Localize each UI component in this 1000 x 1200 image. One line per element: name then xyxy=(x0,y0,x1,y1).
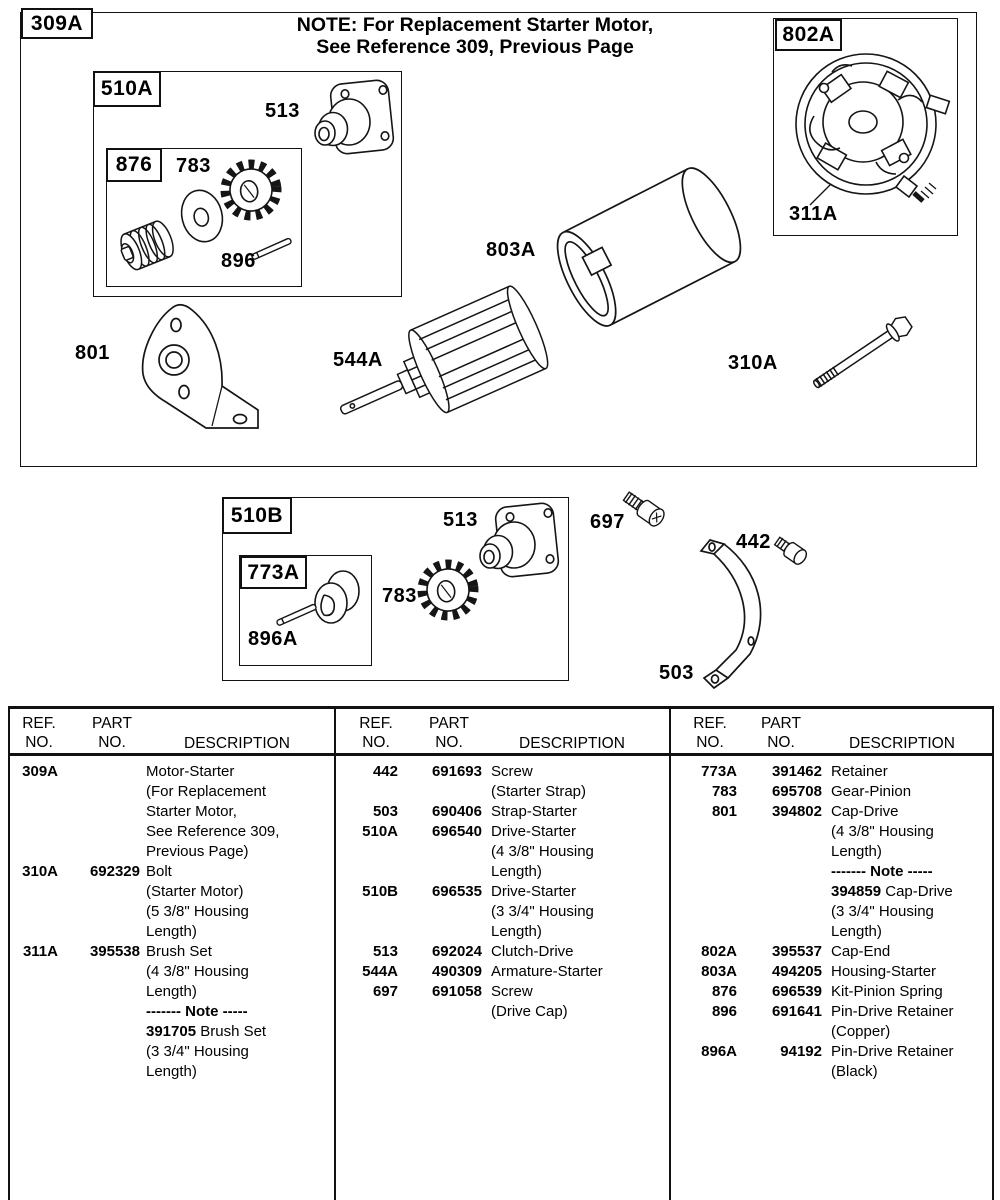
table-row xyxy=(336,962,669,982)
description-text: (3 3/4" Housing xyxy=(491,903,594,920)
header-ref-no xyxy=(10,714,68,753)
description-text: (4 3/8" Housing xyxy=(146,963,249,980)
description-cell xyxy=(822,762,992,782)
description-cell xyxy=(140,1002,334,1022)
table-row xyxy=(336,942,669,962)
part-no-cell xyxy=(58,1062,140,1082)
table-row xyxy=(336,802,669,822)
ref-label-801: 801 xyxy=(75,342,110,364)
header-part-no xyxy=(68,714,156,753)
ref-label-896: 896 xyxy=(221,250,256,272)
header-part-no xyxy=(416,714,482,753)
table-header xyxy=(10,709,334,753)
table-row xyxy=(10,862,334,882)
header-part-no xyxy=(749,714,813,753)
table-row xyxy=(671,882,992,902)
ref-no-cell xyxy=(671,882,737,902)
ref-no-cell xyxy=(10,962,58,982)
table-row xyxy=(10,1062,334,1082)
ref-label-310A: 310A xyxy=(728,352,778,374)
ref-label-510B: 510B xyxy=(222,497,292,534)
table-row xyxy=(336,822,669,842)
description-cell xyxy=(822,982,992,1002)
table-column-2 xyxy=(336,709,669,1200)
description-cell xyxy=(482,762,669,782)
description-cell xyxy=(140,982,334,1002)
description-text: Armature-Starter xyxy=(491,963,603,980)
ref-no-cell: 311A xyxy=(22,943,58,960)
part-no-cell xyxy=(58,762,140,782)
ref-no-cell xyxy=(10,982,58,1002)
description-text: (4 3/8" Housing xyxy=(831,823,934,840)
ref-label-442: 442 xyxy=(736,531,771,553)
table-row xyxy=(336,922,669,942)
description-cell xyxy=(140,822,334,842)
table-row xyxy=(10,822,334,842)
header-no: NO. xyxy=(435,734,463,751)
ref-label-697: 697 xyxy=(590,511,625,533)
ref-no-cell: 773A xyxy=(701,763,737,780)
description-cell xyxy=(482,882,669,902)
description-text: Kit-Pinion Spring xyxy=(831,983,943,1000)
description-cell xyxy=(822,902,992,922)
description-bold: ------- Note ----- xyxy=(146,1003,248,1020)
ref-no-cell: 803A xyxy=(701,963,737,980)
table-row xyxy=(671,962,992,982)
parts-table xyxy=(8,706,994,1200)
ref-no-cell: 442 xyxy=(372,763,398,780)
note-line-2: See Reference 309, Previous Page xyxy=(316,36,634,58)
ref-label-876: 876 xyxy=(106,148,162,182)
table-row xyxy=(671,802,992,822)
description-cell xyxy=(822,922,992,942)
ref-no-cell xyxy=(10,822,58,842)
description-text: Cap-Drive xyxy=(881,883,953,900)
ref-no-cell xyxy=(336,862,398,882)
part-no-cell xyxy=(737,862,822,882)
part-no-cell xyxy=(737,822,822,842)
description-cell xyxy=(140,762,334,782)
description-text: Housing-Starter xyxy=(831,963,937,980)
part-no-cell: 696539 xyxy=(771,983,822,1000)
ref-no-cell xyxy=(10,802,58,822)
part-no-cell xyxy=(58,902,140,922)
header-ref: REF. xyxy=(359,715,393,732)
description-text: Length) xyxy=(831,923,882,940)
description-cell xyxy=(140,942,334,962)
table-header xyxy=(671,709,992,753)
ref-no-cell xyxy=(671,822,737,842)
ref-label-503: 503 xyxy=(659,662,694,684)
description-cell xyxy=(482,1002,669,1022)
cap-end-802a-drawing xyxy=(780,36,952,226)
description-cell xyxy=(140,802,334,822)
header-description: DESCRIPTION xyxy=(184,735,290,752)
ref-no-cell xyxy=(10,882,58,902)
part-no-cell: 696535 xyxy=(431,883,482,900)
ref-no-cell: 544A xyxy=(362,963,398,980)
ref-label-773A: 773A xyxy=(240,556,307,589)
description-cell xyxy=(822,962,992,982)
description-cell xyxy=(140,962,334,982)
table-row xyxy=(10,902,334,922)
ref-no-cell xyxy=(10,1062,58,1082)
part-no-cell xyxy=(58,802,140,822)
part-no-cell: 490309 xyxy=(431,963,482,980)
table-row xyxy=(671,982,992,1002)
part-no-cell xyxy=(58,922,140,942)
ref-no-cell xyxy=(671,1022,737,1042)
description-cell xyxy=(140,922,334,942)
table-header xyxy=(336,709,669,753)
part-no-cell xyxy=(58,982,140,1002)
description-text: Screw xyxy=(491,763,533,780)
table-row xyxy=(671,1002,992,1022)
table-row xyxy=(671,1062,992,1082)
part-no-cell xyxy=(58,782,140,802)
table-row xyxy=(671,942,992,962)
ref-no-cell xyxy=(10,1002,58,1022)
part-no-cell: 391462 xyxy=(771,763,822,780)
description-text: Length) xyxy=(146,1063,197,1080)
description-cell xyxy=(822,782,992,802)
kit-pinion-spring-876-drawing xyxy=(108,208,188,282)
ref-no-cell xyxy=(671,862,737,882)
ref-no-cell xyxy=(10,902,58,922)
ref-label-803A: 803A xyxy=(486,239,536,261)
part-no-cell: 695708 xyxy=(771,783,822,800)
header-ref-no xyxy=(671,714,749,753)
description-text: (Drive Cap) xyxy=(491,1003,568,1020)
part-no-cell: 691693 xyxy=(431,763,482,780)
header-no: NO. xyxy=(98,734,126,751)
header-ref-no xyxy=(336,714,416,753)
description-cell xyxy=(822,882,992,902)
table-row xyxy=(10,1042,334,1062)
ref-no-cell xyxy=(671,902,737,922)
table-row xyxy=(10,762,334,782)
part-no-cell xyxy=(58,1002,140,1022)
ref-no-cell: 876 xyxy=(711,983,737,1000)
part-no-cell xyxy=(737,1062,822,1082)
header-part: PART xyxy=(761,715,801,732)
cap-drive-801-drawing xyxy=(116,298,284,446)
description-text: Starter Motor, xyxy=(146,803,237,820)
description-text: Clutch-Drive xyxy=(491,943,574,960)
header-description: DESCRIPTION xyxy=(849,735,955,752)
description-cell xyxy=(482,902,669,922)
table-row xyxy=(671,822,992,842)
ref-no-cell: 310A xyxy=(22,863,58,880)
ref-no-cell xyxy=(336,1002,398,1022)
ref-label-896A: 896A xyxy=(248,628,298,650)
ref-no-cell: 510B xyxy=(362,883,398,900)
table-row xyxy=(671,782,992,802)
description-bold: 391705 xyxy=(146,1023,197,1040)
part-no-cell: 691058 xyxy=(431,983,482,1000)
table-row xyxy=(336,982,669,1002)
description-text: (For Replacement xyxy=(146,783,267,800)
table-row xyxy=(671,922,992,942)
header-ref: REF. xyxy=(693,715,727,732)
ref-no-cell xyxy=(10,922,58,942)
table-row xyxy=(10,802,334,822)
table-row xyxy=(671,902,992,922)
description-text: Length) xyxy=(831,843,882,860)
table-row xyxy=(336,842,669,862)
description-cell xyxy=(822,1042,992,1062)
header-part: PART xyxy=(429,715,469,732)
description-text: (3 3/4" Housing xyxy=(831,903,934,920)
ref-no-cell xyxy=(10,782,58,802)
table-row xyxy=(336,782,669,802)
part-no-cell xyxy=(58,882,140,902)
description-text: Gear-Pinion xyxy=(831,783,912,800)
ref-label-510A: 510A xyxy=(93,71,161,107)
header-no: NO. xyxy=(362,734,390,751)
table-row xyxy=(671,1042,992,1062)
ref-label-783-top: 783 xyxy=(176,155,211,177)
part-no-cell: 691641 xyxy=(771,1003,822,1020)
ref-label-513-mid: 513 xyxy=(443,509,478,531)
description-text: Previous Page) xyxy=(146,843,249,860)
table-row xyxy=(336,902,669,922)
description-text: Length) xyxy=(146,923,197,940)
description-cell xyxy=(482,822,669,842)
description-cell xyxy=(482,942,669,962)
description-cell xyxy=(822,942,992,962)
part-no-cell xyxy=(58,822,140,842)
description-text: Strap-Starter xyxy=(491,803,577,820)
table-row xyxy=(336,882,669,902)
ref-no-cell: 513 xyxy=(372,943,398,960)
ref-no-cell: 802A xyxy=(701,943,737,960)
description-text: (Starter Motor) xyxy=(146,883,244,900)
description-text: Screw xyxy=(491,983,533,1000)
table-row xyxy=(10,882,334,902)
description-bold: ------- Note ----- xyxy=(831,863,933,880)
ref-no-cell: 503 xyxy=(372,803,398,820)
replacement-note xyxy=(230,14,720,58)
table-column-1 xyxy=(10,709,334,1200)
table-row xyxy=(10,962,334,982)
part-no-cell xyxy=(737,842,822,862)
ref-no-cell xyxy=(336,922,398,942)
description-cell xyxy=(140,782,334,802)
ref-label-802A: 802A xyxy=(775,19,842,51)
description-cell xyxy=(822,1062,992,1082)
description-cell xyxy=(140,1062,334,1082)
header-description: DESCRIPTION xyxy=(519,735,625,752)
ref-no-cell xyxy=(10,1022,58,1042)
ref-no-cell xyxy=(336,902,398,922)
description-cell xyxy=(140,1042,334,1062)
description-text: (Black) xyxy=(831,1063,878,1080)
ref-no-cell: 801 xyxy=(711,803,737,820)
part-no-cell xyxy=(737,882,822,902)
part-no-cell: 94192 xyxy=(780,1043,822,1060)
description-cell xyxy=(482,862,669,882)
description-text: Drive-Starter xyxy=(491,823,577,840)
table-row xyxy=(10,982,334,1002)
header-no: NO. xyxy=(767,734,795,751)
description-cell xyxy=(822,802,992,822)
ref-label-513-top: 513 xyxy=(265,100,300,122)
description-text: See Reference 309, xyxy=(146,823,280,840)
description-text: Retainer xyxy=(831,763,888,780)
description-text: Length) xyxy=(491,863,542,880)
part-no-cell: 692329 xyxy=(89,863,140,880)
description-text: Bolt xyxy=(146,863,172,880)
part-no-cell: 494205 xyxy=(771,963,822,980)
ref-no-cell xyxy=(671,842,737,862)
note-line-1: NOTE: For Replacement Starter Motor, xyxy=(296,14,654,36)
part-no-cell: 395537 xyxy=(771,943,822,960)
part-no-cell xyxy=(58,1042,140,1062)
clutch-drive-513-top-drawing xyxy=(297,74,397,168)
table-row xyxy=(10,1002,334,1022)
description-text: Brush Set xyxy=(196,1023,267,1040)
part-no-cell: 394802 xyxy=(771,803,822,820)
description-cell xyxy=(140,882,334,902)
ref-no-cell: 309A xyxy=(22,763,58,780)
description-cell xyxy=(482,962,669,982)
part-no-cell xyxy=(398,922,482,942)
description-text: (Starter Strap) xyxy=(491,783,587,800)
description-cell xyxy=(482,922,669,942)
table-row xyxy=(10,842,334,862)
description-text: Cap-End xyxy=(831,943,891,960)
ref-no-cell xyxy=(671,1062,737,1082)
part-no-cell xyxy=(737,922,822,942)
ref-no-cell xyxy=(336,782,398,802)
gear-pinion-783-mid-drawing xyxy=(413,553,483,625)
description-text: Drive-Starter xyxy=(491,883,577,900)
ref-label-309A: 309A xyxy=(21,8,93,39)
table-row xyxy=(671,862,992,882)
header-ref: REF. xyxy=(22,715,56,732)
description-cell xyxy=(822,822,992,842)
table-row xyxy=(10,922,334,942)
table-row xyxy=(336,1002,669,1022)
description-text: Motor-Starter xyxy=(146,763,235,780)
part-no-cell xyxy=(58,842,140,862)
header-part: PART xyxy=(92,715,132,732)
description-cell xyxy=(140,842,334,862)
description-text: Pin-Drive Retainer xyxy=(831,1043,954,1060)
table-body xyxy=(336,753,669,1022)
gear-pinion-783-top-drawing xyxy=(216,153,286,225)
part-no-cell xyxy=(737,902,822,922)
table-row xyxy=(10,782,334,802)
description-cell xyxy=(822,1022,992,1042)
ref-no-cell: 697 xyxy=(372,983,398,1000)
part-no-cell xyxy=(398,1002,482,1022)
table-row xyxy=(10,942,334,962)
ref-no-cell xyxy=(671,922,737,942)
description-cell xyxy=(482,802,669,822)
strap-starter-503-drawing xyxy=(694,538,796,690)
ref-label-783-mid: 783 xyxy=(382,585,417,607)
description-text: (4 3/8" Housing xyxy=(491,843,594,860)
description-text: Pin-Drive Retainer xyxy=(831,1003,954,1020)
description-cell xyxy=(140,1022,334,1042)
screw-697-drawing xyxy=(616,483,676,537)
table-body xyxy=(10,753,334,1082)
part-no-cell xyxy=(58,962,140,982)
description-cell xyxy=(482,842,669,862)
description-cell xyxy=(140,902,334,922)
description-cell xyxy=(482,782,669,802)
table-row xyxy=(336,762,669,782)
header-no: NO. xyxy=(25,734,53,751)
table-body xyxy=(671,753,992,1082)
part-no-cell xyxy=(398,782,482,802)
description-cell xyxy=(822,862,992,882)
description-text: Brush Set xyxy=(146,943,212,960)
part-no-cell xyxy=(398,902,482,922)
ref-no-cell: 896A xyxy=(701,1043,737,1060)
ref-no-cell xyxy=(10,1042,58,1062)
header-no: NO. xyxy=(696,734,724,751)
description-text: (Copper) xyxy=(831,1023,891,1040)
table-column-3 xyxy=(671,709,992,1200)
ref-label-544A: 544A xyxy=(333,349,383,371)
part-no-cell xyxy=(398,862,482,882)
ref-no-cell: 896 xyxy=(711,1003,737,1020)
part-no-cell: 692024 xyxy=(431,943,482,960)
table-row xyxy=(10,1022,334,1042)
ref-no-cell xyxy=(10,842,58,862)
part-no-cell: 395538 xyxy=(89,943,140,960)
bolt-310a-drawing xyxy=(778,296,936,414)
description-text: Length) xyxy=(491,923,542,940)
description-text: Length) xyxy=(146,983,197,1000)
part-no-cell xyxy=(398,842,482,862)
part-no-cell: 690406 xyxy=(431,803,482,820)
table-row xyxy=(671,1022,992,1042)
description-bold: 394859 xyxy=(831,883,882,900)
table-row xyxy=(671,762,992,782)
part-no-cell xyxy=(737,1022,822,1042)
description-cell xyxy=(140,862,334,882)
part-no-cell: 696540 xyxy=(431,823,482,840)
ref-label-311A: 311A xyxy=(789,203,838,225)
table-row xyxy=(336,862,669,882)
description-text: (5 3/8" Housing xyxy=(146,903,249,920)
description-text: (3 3/4" Housing xyxy=(146,1043,249,1060)
ref-no-cell xyxy=(336,842,398,862)
ref-no-cell: 783 xyxy=(711,783,737,800)
table-row xyxy=(671,842,992,862)
ref-no-cell: 510A xyxy=(362,823,398,840)
description-cell xyxy=(822,1002,992,1022)
part-no-cell xyxy=(58,1022,140,1042)
description-text: Cap-Drive xyxy=(831,803,899,820)
description-cell xyxy=(482,982,669,1002)
description-cell xyxy=(822,842,992,862)
